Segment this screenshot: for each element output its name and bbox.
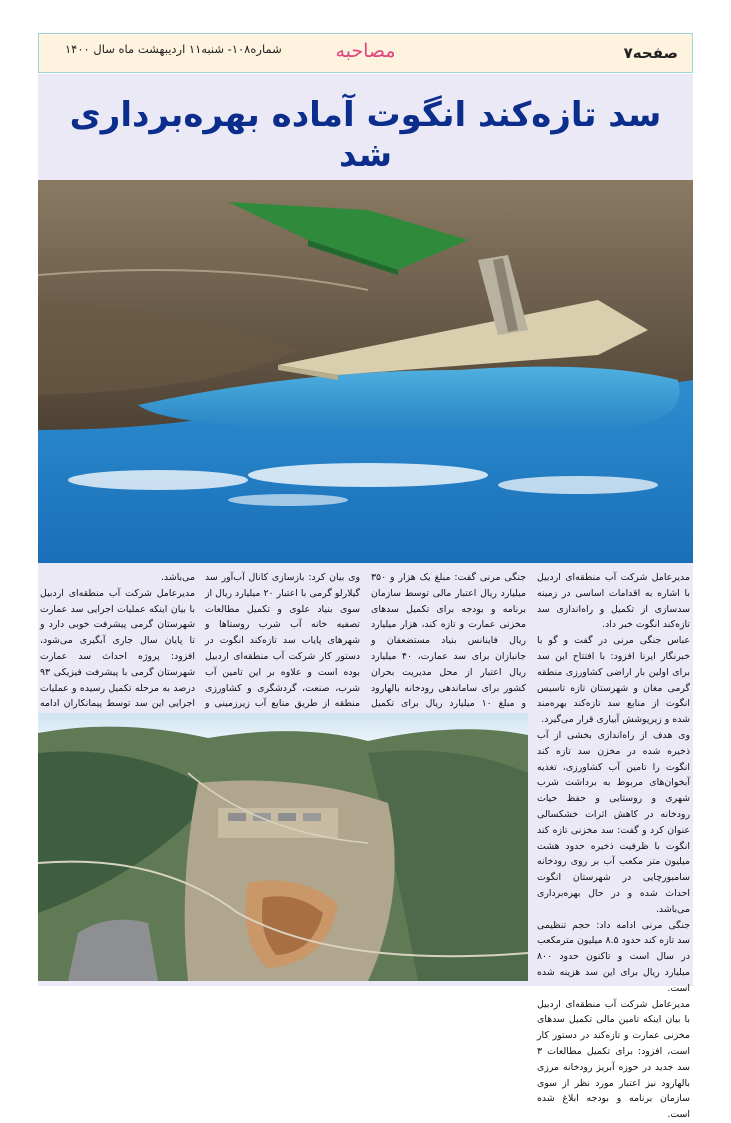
paragraph: وی هدف از راه‌اندازی بخشی از آب ذخیره شده در مخزن سد تازه کند انگوت را تامین آب کشاورزی، تغذیه آبخوان‌های مربوط به برداشت شرب شهری و روستایی و حفظ حیات رودخانه در کاهش اثرات خشکسالی عنوان کرد و گفت: سد مخزنی تازه کند انگوت با ظرفیت ذخیره حدود هشت میلیون متر مکعب آب بر روی رودخانه سامبورچایی در شهرستان انگوت احداث شده و در حال بهره‌برداری می‌باشد. [537,729,690,915]
text-column-1 [537,570,690,1123]
construction-site-aerial-photo [38,713,528,981]
paragraph: جنگی مرنی ادامه داد: حجم تنظیمی سد تازه کند حدود ۸.۵ میلیون مترمکعب در سال است و تاکنون حدود ۸۰۰ میلیارد ریال برای این سد هزینه شده است. [537,919,690,994]
paragraph: مدیرعامل شرکت آب منطقه‌ای اردبیل با اشاره به اقدامات اساسی در زمینه سدسازی از تکمیل و راه‌اندازی سد تازه‌کند انگوت خبر داد. [537,572,690,631]
paragraph: مدیرعامل شرکت آب منطقه‌ای اردبیل با بیان اینکه عملیات اجرایی سد عمارت شهرستان گرمی پیشرفت خوبی دارد و تا پایان سال جاری آبگیری می‌شود، افزود: پروژه احداث سد عمارت شهرستان گرمی با پیشرفت فیزیکی ۹۳ درصد به مرحله تکمیل رسیده و عملیات اجرایی این سد توسط پیمانکاران ادامه [40,587,195,710]
paragraph: عباس جنگی مرنی در گفت و گو با خبرنگار ایرنا افزود: با افتتاح این سد برای اولین بار اراضی کشاورزی منطقه گرمی مغان و شهرستان تازه تاسیس انگوت از منابع سد تازه‌کند بهره‌مند شده و زیرپوشش آبیاری قرار می‌گیرد. [537,635,690,726]
page-header [38,33,693,73]
section-label: مصاحبه [335,40,396,62]
paragraph: می‌باشد. [160,572,195,583]
paragraph: جنگی مرنی گفت: مبلغ یک هزار و ۳۵۰ میلیارد ریال اعتبار مالی توسط سازمان برنامه و بودجه برای تکمیل سدهای مخزنی عمارت و تازه کند، هزار میلیارد ریال فاینانس بنیاد مستضعفان و جانبازان برای سد عمارت، ۴۰ میلیارد ریال اعتبار از محل مدیریت بحران کشور برای ساماندهی رودخانه بالهارود و مبلغ ۱۰ میلیارد ریال برای تکمیل [371,572,526,710]
dam-reservoir-photo [38,180,693,563]
headline: سد تازه‌کند انگوت آماده بهره‌برداری شد [69,95,662,175]
issue-info: شماره۱۰۸- شنبه۱۱ اردیبهشت ماه سال ۱۴۰۰ [65,42,282,56]
page-number: صفحه۷ [623,44,678,62]
paragraph: مدیرعامل شرکت آب منطقه‌ای اردبیل با بیان اینکه تامین مالی تکمیل سدهای مخزنی عمارت و تازه‌کند در دستور کار است، افزود: برای تکمیل مطالعات ۳ سد جدید در حوزه آبریز رودخانه مرزی بالهارود نیز اعتبار مورد نظر از سوی سازمان برنامه و بودجه ابلاغ شده است. [537,998,690,1121]
paragraph: وی بیان کرد: بازسازی کانال آب‌آور سد گیلارلو گرمی با اعتبار ۲۰ میلیارد ریال از سوی بنیاد علوی و تکمیل مطالعات تصفیه خانه آب شرب روستاها و شهرهای پایاب سد تازه‌کند انگوت در دستور کار شرکت آب منطقه‌ای اردبیل بوده است و علاوه بر این تامین آب شرب، صنعت، گردشگری و کشاورزی منطقه از طریق منابع آب زیرزمینی و [205,572,361,710]
